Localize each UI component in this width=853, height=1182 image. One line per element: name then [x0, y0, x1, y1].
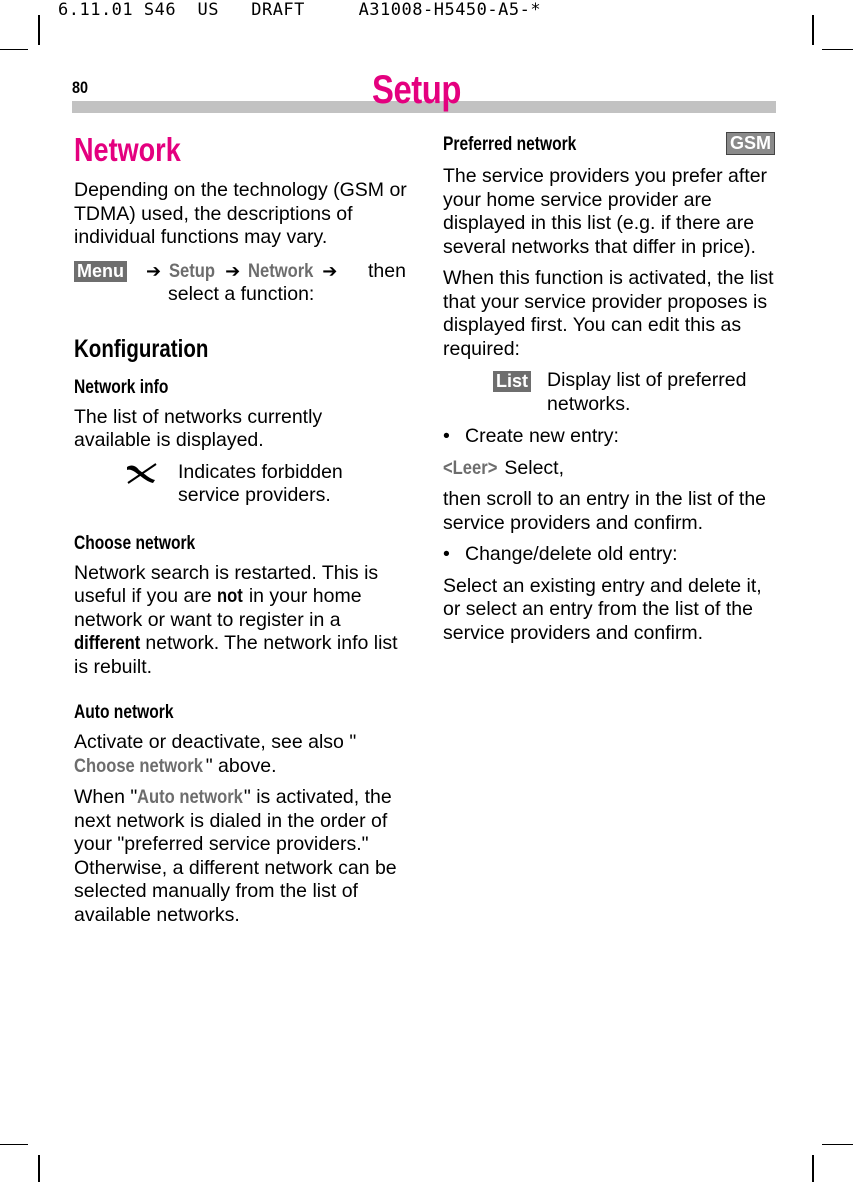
- crop-mark: [38, 15, 40, 45]
- crop-mark: [822, 49, 853, 50]
- nav-network: Network: [248, 259, 314, 282]
- text-run: Change/delete old entry:: [465, 543, 678, 565]
- leer-softkey: <Leer>: [443, 456, 498, 479]
- text-run: network. The network info list is rebuilt.: [74, 632, 398, 678]
- intro-text: Depending on the technology (GSM or TDMA) used, the descriptions of individual functions may vary.: [74, 179, 407, 248]
- bullet-icon: •: [443, 425, 450, 447]
- text-run: " above.: [205, 754, 277, 777]
- leer-line: [443, 457, 777, 481]
- forbidden-phone-icon: [124, 461, 160, 485]
- section-title: Network: [74, 131, 181, 168]
- pref-p1: The service providers you prefer after your home service provider are displayed in this list (e.g. if there are several networks that differ in price).: [443, 165, 768, 258]
- crop-mark: [812, 1155, 814, 1182]
- left-column: [74, 132, 408, 927]
- bold-not: not: [217, 585, 243, 607]
- arrow-icon: ➔: [225, 260, 241, 281]
- text-run: When ": [74, 786, 138, 808]
- ref-auto-network: Auto network: [137, 786, 244, 808]
- list-softkey[interactable]: List: [493, 371, 531, 392]
- preferred-network-title: Preferred network: [443, 134, 577, 155]
- pref-p3: then scroll to an entry in the list of the service providers and confirm.: [443, 488, 767, 534]
- text-run: " is activated, the next network is dialed in the order of your "preferred service providers." Otherwise, a different network can be selected manually from the list of available networks.: [74, 786, 397, 926]
- text-run: Select,: [498, 456, 565, 479]
- arrow-icon: ➔: [146, 260, 162, 281]
- text-run: in your home network or want to register in a: [74, 585, 362, 631]
- auto-network-title: Auto network: [74, 702, 174, 723]
- crop-mark: [822, 1144, 853, 1145]
- forbidden-row: [74, 461, 408, 509]
- bullet-icon: •: [443, 543, 450, 565]
- network-info-text: The list of networks currently available is displayed.: [74, 405, 323, 451]
- pref-p4: Select an existing entry and delete it, or select an entry from the list of the service providers and confirm.: [443, 574, 762, 644]
- bullet-change: [443, 543, 777, 567]
- text-run: Network search is restarted. This is useful if you are: [74, 561, 379, 607]
- ref-choose-network: Choose network: [74, 754, 203, 777]
- choose-network-text: [74, 562, 408, 680]
- crop-mark: [38, 1155, 40, 1182]
- forbidden-text: Indicates forbidden service providers.: [178, 460, 343, 506]
- text-run: Create new entry:: [465, 425, 619, 447]
- menu-softkey[interactable]: Menu: [74, 261, 127, 282]
- bullet-create: [443, 425, 777, 449]
- auto-network-p2: [74, 786, 408, 927]
- crop-mark: [812, 15, 814, 45]
- bold-different: different: [74, 632, 141, 654]
- crop-mark: [0, 49, 28, 50]
- network-info-title: Network info: [74, 376, 169, 398]
- draft-line: 6.11.01 S46 US DRAFT A31008-H5450-A5-*: [58, 0, 542, 20]
- right-column: [443, 132, 777, 645]
- crop-mark: [0, 1144, 28, 1145]
- konfig-title: Konfiguration: [74, 334, 209, 363]
- choose-network-title: Choose network: [74, 532, 196, 554]
- text-run: Activate or deactivate, see also ": [74, 731, 357, 753]
- gsm-badge: GSM: [726, 132, 775, 155]
- page-title: Setup: [372, 68, 462, 112]
- nav-setup: Setup: [169, 259, 216, 282]
- arrow-icon: ➔: [322, 260, 338, 281]
- list-row: [443, 369, 777, 417]
- nav-tail: then select a function:: [168, 259, 406, 305]
- list-text: Display list of preferred networks.: [547, 369, 747, 415]
- nav-path: [74, 260, 408, 310]
- pref-p2: When this function is activated, the list that your service provider proposes is displayed first. You can edit this as required:: [443, 267, 774, 360]
- auto-network-p1: [74, 731, 408, 778]
- page-number: 80: [72, 78, 89, 97]
